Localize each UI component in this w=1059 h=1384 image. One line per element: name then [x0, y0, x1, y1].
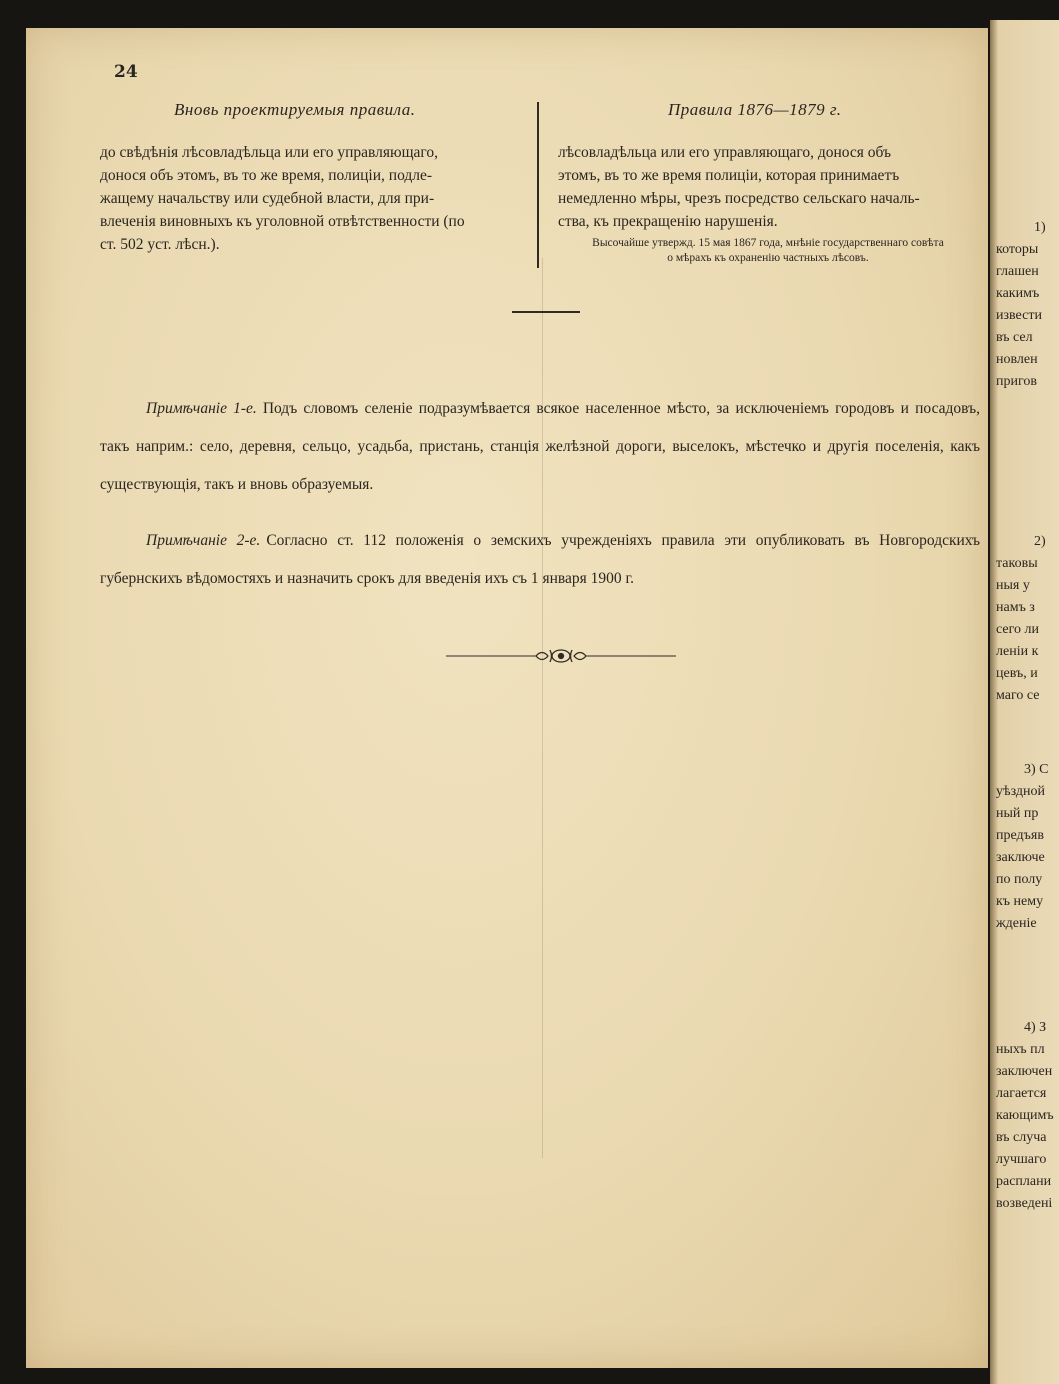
fragment: расплани	[996, 1174, 1052, 1189]
fragment: къ нему	[996, 894, 1044, 909]
right-column-footnote	[558, 236, 978, 266]
text-line: донося объ этомъ, въ то же время, полиціи, подле-	[100, 167, 433, 184]
ornament-divider-icon	[446, 646, 676, 666]
fragment: пригов	[996, 374, 1037, 389]
fragment: лагается	[996, 1086, 1047, 1101]
footnote-line: Высочайше утвержд. 15 мая 1867 года, мнѣніе государственнаго совѣта	[592, 237, 944, 249]
fragment: леніи к	[996, 644, 1039, 659]
fragment: извести	[996, 308, 1042, 323]
text-line: ства, къ прекращенію нарушенія.	[558, 213, 778, 230]
right-column-heading: Правила 1876—1879 г.	[668, 100, 842, 119]
fragment: ный пр	[996, 806, 1039, 821]
fragment: жденіе	[996, 916, 1037, 931]
fragment: маго се	[996, 688, 1040, 703]
right-column-text	[558, 141, 978, 233]
section-rule	[512, 311, 580, 313]
fragment: таковы	[996, 556, 1038, 571]
fragment: лучшаго	[996, 1152, 1047, 1167]
note-2	[100, 522, 980, 598]
note-1-lead: Примѣчаніе 1-е.	[146, 400, 257, 417]
fragment: какимъ	[996, 286, 1040, 301]
fragment: заключен	[996, 1064, 1053, 1079]
note-2-text: Согласно ст. 112 положенія о земскихъ учрежденіяхъ правила эти опубликовать въ Новгородскихъ губернскихъ вѣдомостяхъ и назначить срокъ для введенія ихъ съ 1 января 1900 г.	[100, 532, 980, 587]
fragment: которы	[996, 242, 1039, 257]
note-1-text: Подъ словомъ селеніе подразумѣвается всякое населенное мѣсто, за исключеніемъ городовъ и посадовъ, такъ наприм.: село, деревня, сельцо, усадьба, пристань, станція желѣзной дороги, выселокъ, мѣстечко и другія поселенія, какъ существующія, такъ и вновь образуемыя.	[100, 400, 980, 493]
page-number: 24	[114, 62, 138, 82]
text-line: лѣсовладѣльца или его управляющаго, донося объ	[558, 144, 892, 161]
fragment: цевъ, и	[996, 666, 1038, 681]
footnote-line: о мѣрахъ къ охраненію частныхъ лѣсовъ.	[667, 252, 869, 264]
fragment: сего ли	[996, 622, 1039, 637]
text-line: до свѣдѣнія лѣсовладѣльца или его управляющаго,	[100, 144, 439, 161]
text-line: ст. 502 уст. лѣсн.).	[100, 236, 220, 253]
adjacent-page-edge	[990, 20, 1059, 1384]
fragment: 2)	[1034, 534, 1046, 549]
fragment: ныхъ пл	[996, 1042, 1045, 1057]
fragment: ныя у	[996, 578, 1030, 593]
fragment: заключе	[996, 850, 1045, 865]
fragment: по полу	[996, 872, 1043, 887]
left-column-heading: Вновь проектируемыя правила.	[174, 100, 416, 119]
fragment: предъяв	[996, 828, 1044, 843]
text-line: влеченія виновныхъ къ уголовной отвѣтственности (по	[100, 213, 465, 230]
text-line: жащему начальству или судебной власти, для при-	[100, 190, 435, 207]
document-page	[26, 28, 988, 1368]
note-2-lead: Примѣчаніе 2-е.	[146, 532, 261, 549]
fragment: новлен	[996, 352, 1038, 367]
fragment: въ случа	[996, 1130, 1047, 1145]
text-line: немедленно мѣры, чрезъ посредство сельскаго началь-	[558, 190, 920, 207]
fragment: 4) З	[1024, 1020, 1047, 1035]
fragment: глашен	[996, 264, 1039, 279]
text-line: этомъ, въ то же время полиціи, которая принимаетъ	[558, 167, 900, 184]
fragment: кающимъ	[996, 1108, 1054, 1123]
fragment: 1)	[1034, 220, 1046, 235]
fragment: 3) С	[1024, 762, 1049, 777]
column-divider	[537, 102, 539, 268]
left-column-text	[100, 141, 518, 256]
fragment: въ сел	[996, 330, 1033, 345]
fragment: уѣздной	[996, 784, 1045, 799]
fragment: намъ з	[996, 600, 1035, 615]
fragment: возведені	[996, 1196, 1053, 1211]
note-1	[100, 390, 980, 504]
